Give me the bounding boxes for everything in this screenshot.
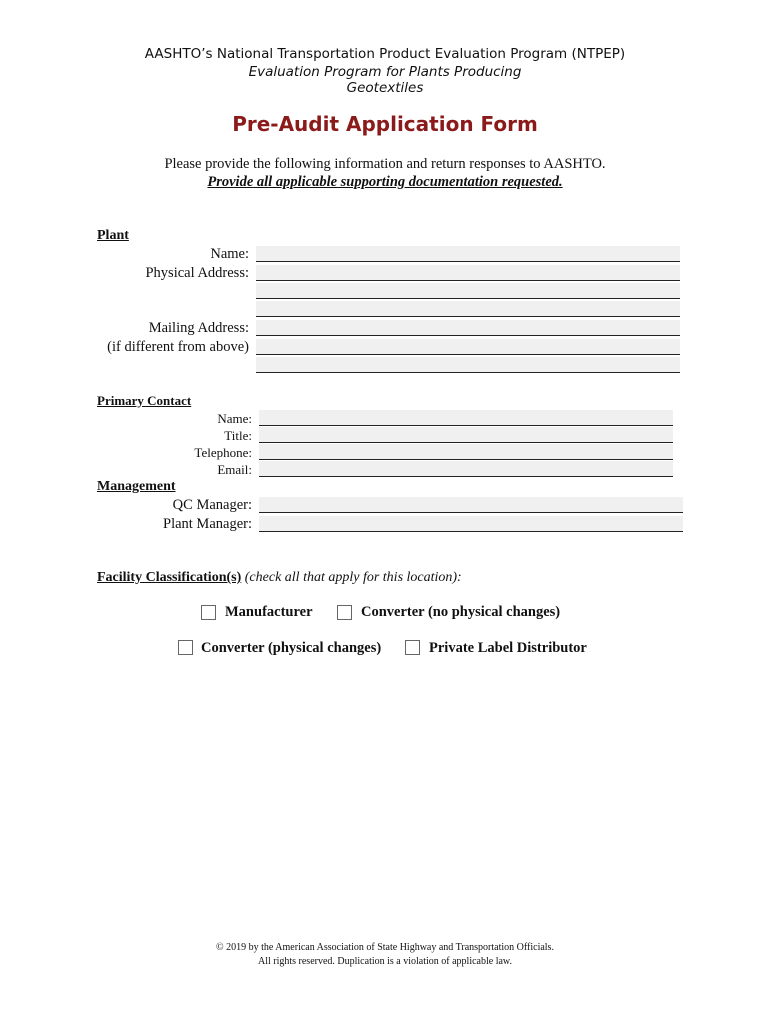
physical-address-field-3[interactable] bbox=[256, 301, 680, 317]
contact-name-label: Name: bbox=[217, 411, 252, 426]
converter-change-label: Converter (physical changes) bbox=[201, 640, 382, 656]
physical-address-field-1[interactable] bbox=[256, 265, 680, 281]
program-subtitle: Evaluation Program for Plants Producing bbox=[248, 64, 522, 80]
contact-telephone-field[interactable] bbox=[259, 444, 673, 460]
converter-change-checkbox[interactable] bbox=[178, 640, 193, 655]
primary-contact-heading: Primary Contact bbox=[97, 393, 192, 408]
qc-manager-field[interactable] bbox=[259, 497, 683, 513]
program-material: Geotextiles bbox=[346, 80, 424, 96]
page-title: Pre-Audit Application Form bbox=[232, 112, 538, 136]
contact-telephone-label: Telephone: bbox=[194, 445, 252, 460]
copyright-text: © 2019 by the American Association of State Highway and Transportation Officials. bbox=[216, 942, 554, 953]
mailing-address-field-3[interactable] bbox=[256, 357, 680, 373]
plant-name-field[interactable] bbox=[256, 246, 680, 262]
physical-address-field-2[interactable] bbox=[256, 283, 680, 299]
manufacturer-checkbox[interactable] bbox=[201, 605, 216, 620]
intro-text: Please provide the following information and return responses to AASHTO. bbox=[164, 156, 606, 172]
facility-heading: Facility Classification(s) bbox=[97, 570, 242, 585]
intro-note: Provide all applicable supporting documentation requested. bbox=[207, 174, 563, 190]
mailing-address-field-1[interactable] bbox=[256, 320, 680, 336]
contact-name-field[interactable] bbox=[259, 410, 673, 426]
mailing-address-label: Mailing Address: bbox=[148, 320, 249, 336]
mailing-address-note: (if different from above) bbox=[107, 339, 249, 355]
facility-note: (check all that apply for this location): bbox=[241, 570, 462, 585]
private-label-checkbox[interactable] bbox=[405, 640, 420, 655]
plant-heading: Plant bbox=[97, 228, 129, 243]
manufacturer-label: Manufacturer bbox=[225, 604, 313, 620]
plant-manager-field[interactable] bbox=[259, 516, 683, 532]
converter-no-change-checkbox[interactable] bbox=[337, 605, 352, 620]
plant-manager-label: Plant Manager: bbox=[163, 516, 252, 532]
qc-manager-label: QC Manager: bbox=[172, 497, 252, 513]
rights-text: All rights reserved. Duplication is a violation of applicable law. bbox=[257, 956, 512, 967]
contact-title-label: Title: bbox=[224, 428, 252, 443]
contact-title-field[interactable] bbox=[259, 427, 673, 443]
private-label-label: Private Label Distributor bbox=[429, 640, 587, 656]
contact-email-label: Email: bbox=[217, 462, 252, 477]
contact-email-field[interactable] bbox=[259, 461, 673, 477]
plant-name-label: Name: bbox=[210, 246, 249, 262]
management-heading: Management bbox=[97, 479, 176, 494]
facility-heading-line bbox=[97, 570, 462, 586]
converter-no-change-label: Converter (no physical changes) bbox=[361, 604, 561, 620]
mailing-address-field-2[interactable] bbox=[256, 339, 680, 355]
physical-address-label: Physical Address: bbox=[145, 265, 249, 281]
program-name: AASHTO’s National Transportation Product Evaluation Program (NTPEP) bbox=[144, 46, 626, 62]
